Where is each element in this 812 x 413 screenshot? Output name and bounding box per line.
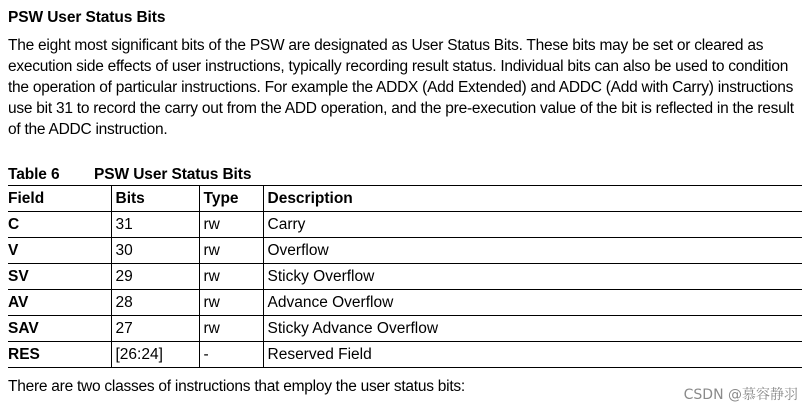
header-bits: Bits: [111, 186, 199, 212]
cell-bits: 28: [111, 290, 199, 316]
cell-type: rw: [199, 316, 263, 342]
table-caption-title: PSW User Status Bits: [94, 166, 252, 183]
table-row: [8, 238, 802, 264]
table-row: [8, 264, 802, 290]
cell-description: Sticky Advance Overflow: [263, 316, 802, 342]
table-row: [8, 342, 802, 368]
csdn-watermark: CSDN @慕容静羽: [683, 387, 798, 403]
psw-status-table: [8, 185, 802, 368]
table-row: [8, 290, 802, 316]
cell-bits: 29: [111, 264, 199, 290]
table-caption-label: Table 6: [8, 166, 60, 183]
closing-paragraph: There are two classes of instructions that employ the user status bits:: [8, 378, 465, 395]
header-field: Field: [8, 186, 111, 212]
cell-type: rw: [199, 212, 263, 238]
cell-description: Overflow: [263, 238, 802, 264]
cell-bits: 30: [111, 238, 199, 264]
cell-field: RES: [8, 342, 111, 368]
table-row: [8, 316, 802, 342]
cell-description: Sticky Overflow: [263, 264, 802, 290]
table-row: [8, 212, 802, 238]
section-heading: PSW User Status Bits: [8, 9, 166, 26]
cell-type: rw: [199, 264, 263, 290]
cell-description: Advance Overflow: [263, 290, 802, 316]
header-description: Description: [263, 186, 802, 212]
cell-field: V: [8, 238, 111, 264]
cell-description: Carry: [263, 212, 802, 238]
cell-field: SV: [8, 264, 111, 290]
cell-bits: 27: [111, 316, 199, 342]
cell-field: SAV: [8, 316, 111, 342]
header-type: Type: [199, 186, 263, 212]
cell-type: rw: [199, 290, 263, 316]
table-header-row: [8, 186, 802, 212]
cell-bits: 31: [111, 212, 199, 238]
cell-field: AV: [8, 290, 111, 316]
cell-description: Reserved Field: [263, 342, 802, 368]
cell-type: -: [199, 342, 263, 368]
cell-bits: [26:24]: [111, 342, 199, 368]
cell-field: C: [8, 212, 111, 238]
table-caption: [8, 165, 804, 185]
document-page: [8, 0, 804, 397]
intro-paragraph: The eight most significant bits of the PSW are designated as User Status Bits. These bits may be set or cleared as execution side effects of user instructions, typically recording result status. Individual bits can also be used to condition the operation of particular instructions. For example the ADDX (Add Extended) and ADDC (Add with Carry) instructions use bit 31 to record the carry out from the ADD operation, and the pre-execution value of the bit is reflected in the result of the ADDC instruction.: [8, 37, 794, 138]
cell-type: rw: [199, 238, 263, 264]
